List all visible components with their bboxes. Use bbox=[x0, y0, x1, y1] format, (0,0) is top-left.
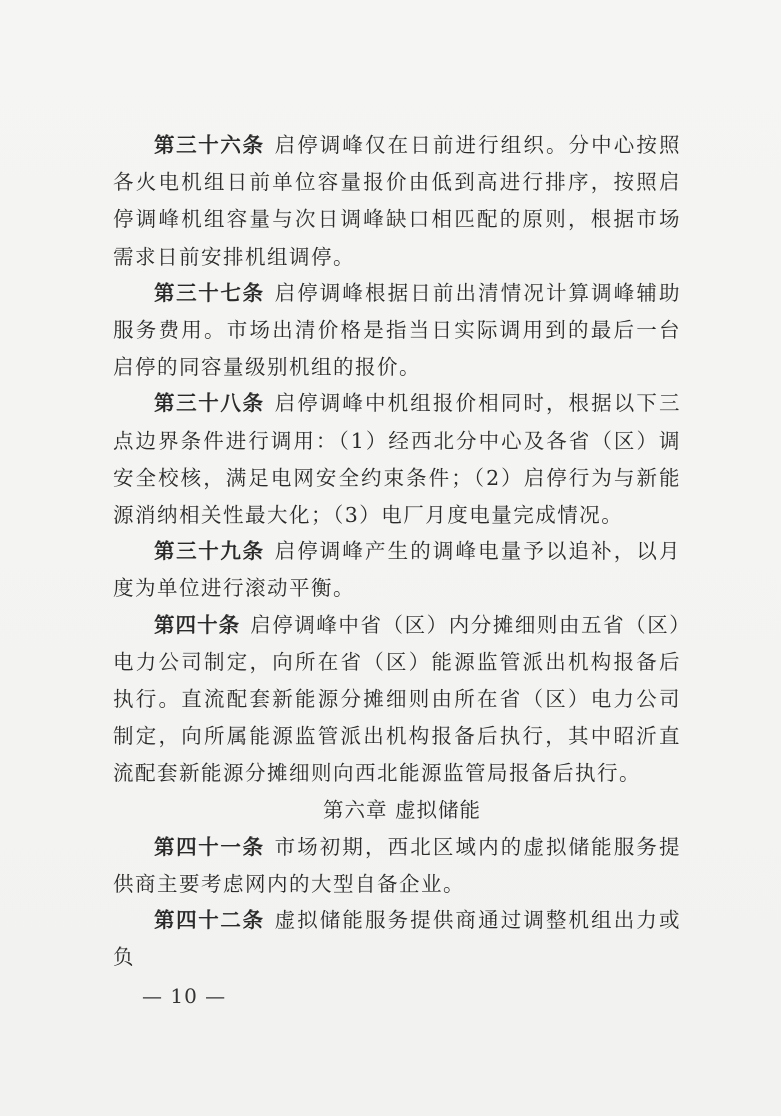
article-38 bbox=[113, 385, 681, 534]
article-42-body: 虚拟储能服务提供商通过调整机组出力或负 bbox=[113, 908, 682, 970]
article-37 bbox=[113, 275, 681, 387]
article-38-body: 启停调峰中机组报价相同时，根据以下三点边界条件进行调用：（1）经西北分中心及各省（区）调安全校核，满足电网安全约束条件；（2）启停行为与新能源消纳相关性最大化；（3）电厂月度电量完成情况。 bbox=[113, 391, 682, 528]
article-39 bbox=[113, 533, 681, 607]
article-37-title: 第三十七条 bbox=[154, 280, 265, 305]
article-36-title: 第三十六条 bbox=[154, 133, 265, 157]
article-39-body: 启停调峰产生的调峰电量予以追补，以月度为单位进行滚动平衡。 bbox=[113, 539, 682, 601]
article-41 bbox=[113, 829, 681, 903]
article-40-body: 启停调峰中省（区）内分摊细则由五省（区）电力公司制定，向所在省（区）能源监管派出机构报备后执行。直流配套新能源分摊细则由所在省（区）电力公司制定，向所属能源监管派出机构报备后执行，其中昭沂直流配套新能源分摊细则向西北能源监管局报备后执行。 bbox=[113, 612, 682, 786]
article-39-title: 第三十九条 bbox=[154, 539, 265, 564]
article-36 bbox=[113, 127, 681, 276]
article-40-title: 第四十条 bbox=[154, 612, 241, 637]
article-41-body: 市场初期，西北区域内的虚拟储能服务提供商主要考虑网内的大型自备企业。 bbox=[113, 834, 682, 897]
article-42 bbox=[113, 902, 681, 976]
chapter-heading: 第六章 虚拟储能 bbox=[322, 797, 482, 822]
article-38-title: 第三十八条 bbox=[154, 391, 265, 416]
article-40 bbox=[113, 607, 681, 793]
article-37-body: 启停调峰根据日前出清情况计算调峰辅助服务费用。市场出清价格是指当日实际调用到的最后一台启停的同容量级别机组的报价。 bbox=[113, 280, 682, 380]
article-42-title: 第四十二条 bbox=[154, 908, 265, 933]
article-36-body: 启停调峰仅在日前进行组织。分中心按照各火电机组日前单位容量报价由低到高进行排序，按照启停调峰机组容量与次日调峰缺口相匹配的原则，根据市场需求日前安排机组调停。 bbox=[113, 133, 682, 269]
page-number: — 10 — bbox=[142, 984, 227, 1008]
article-41-title: 第四十一条 bbox=[154, 834, 265, 859]
document-body bbox=[113, 127, 681, 976]
